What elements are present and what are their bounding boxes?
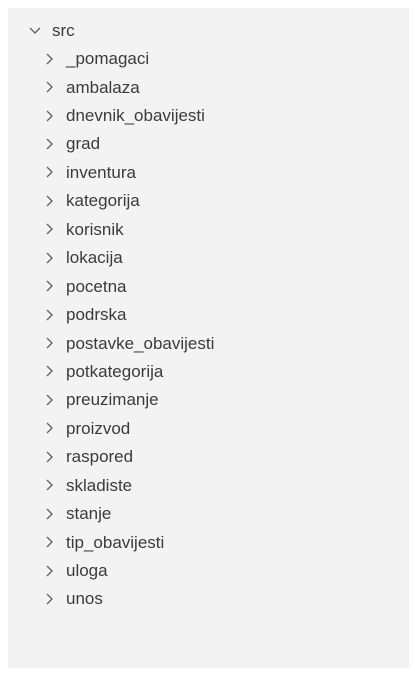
chevron-right-icon[interactable] <box>42 52 56 66</box>
folder-label: skladiste <box>66 475 133 495</box>
folder-label: korisnik <box>66 219 124 239</box>
folder-label: ambalaza <box>66 77 140 97</box>
chevron-right-icon[interactable] <box>42 80 56 94</box>
folder-raspored[interactable] <box>8 443 409 471</box>
folder-label: unos <box>66 589 103 609</box>
chevron-right-icon[interactable] <box>42 222 56 236</box>
folder-stanje[interactable] <box>8 499 409 527</box>
folder-potkategorija[interactable] <box>8 357 409 385</box>
folder-src[interactable] <box>8 16 409 44</box>
folder-grad[interactable] <box>8 130 409 158</box>
chevron-right-icon[interactable] <box>42 137 56 151</box>
folder-label: podrska <box>66 305 127 325</box>
folder-label: raspored <box>66 447 134 467</box>
chevron-right-icon[interactable] <box>42 450 56 464</box>
chevron-right-icon[interactable] <box>42 308 56 322</box>
folder-label: tip_obavijesti <box>66 532 165 552</box>
folder-korisnik[interactable] <box>8 215 409 243</box>
folder-label: kategorija <box>66 191 140 211</box>
folder-label: grad <box>66 134 101 154</box>
file-explorer-panel <box>8 8 409 668</box>
chevron-right-icon[interactable] <box>42 194 56 208</box>
folder-label: postavke_obavijesti <box>66 333 215 353</box>
chevron-right-icon[interactable] <box>42 535 56 549</box>
chevron-right-icon[interactable] <box>42 165 56 179</box>
folder-label: stanje <box>66 504 112 524</box>
folder-pocetna[interactable] <box>8 272 409 300</box>
chevron-right-icon[interactable] <box>42 109 56 123</box>
folder-label: src <box>52 20 75 40</box>
chevron-down-icon[interactable] <box>28 23 42 37</box>
folder-dnevnik-obavijesti[interactable] <box>8 101 409 129</box>
folder-label: preuzimanje <box>66 390 159 410</box>
folder-postavke-obavijesti[interactable] <box>8 329 409 357</box>
chevron-right-icon[interactable] <box>42 507 56 521</box>
folder-inventura[interactable] <box>8 158 409 186</box>
folder-label: lokacija <box>66 248 123 268</box>
folder-tip-obavijesti[interactable] <box>8 528 409 556</box>
chevron-right-icon[interactable] <box>42 279 56 293</box>
folder-skladiste[interactable] <box>8 471 409 499</box>
folder-uloga[interactable] <box>8 556 409 584</box>
folder-label: uloga <box>66 561 108 581</box>
folder-ambalaza[interactable] <box>8 73 409 101</box>
chevron-right-icon[interactable] <box>42 564 56 578</box>
chevron-right-icon[interactable] <box>42 478 56 492</box>
chevron-right-icon[interactable] <box>42 592 56 606</box>
folder-label: dnevnik_obavijesti <box>66 106 205 126</box>
folder-lokacija[interactable] <box>8 244 409 272</box>
folder-label: _pomagaci <box>66 49 150 69</box>
folder-label: pocetna <box>66 276 127 296</box>
folder-unos[interactable] <box>8 585 409 613</box>
chevron-right-icon[interactable] <box>42 393 56 407</box>
chevron-right-icon[interactable] <box>42 421 56 435</box>
folder-label: potkategorija <box>66 361 164 381</box>
folder-pomagaci[interactable] <box>8 44 409 72</box>
chevron-right-icon[interactable] <box>42 251 56 265</box>
folder-podrska[interactable] <box>8 300 409 328</box>
chevron-right-icon[interactable] <box>42 364 56 378</box>
chevron-right-icon[interactable] <box>42 336 56 350</box>
folder-preuzimanje[interactable] <box>8 386 409 414</box>
folder-label: inventura <box>66 162 136 182</box>
folder-proizvod[interactable] <box>8 414 409 442</box>
folder-label: proizvod <box>66 418 131 438</box>
folder-kategorija[interactable] <box>8 187 409 215</box>
